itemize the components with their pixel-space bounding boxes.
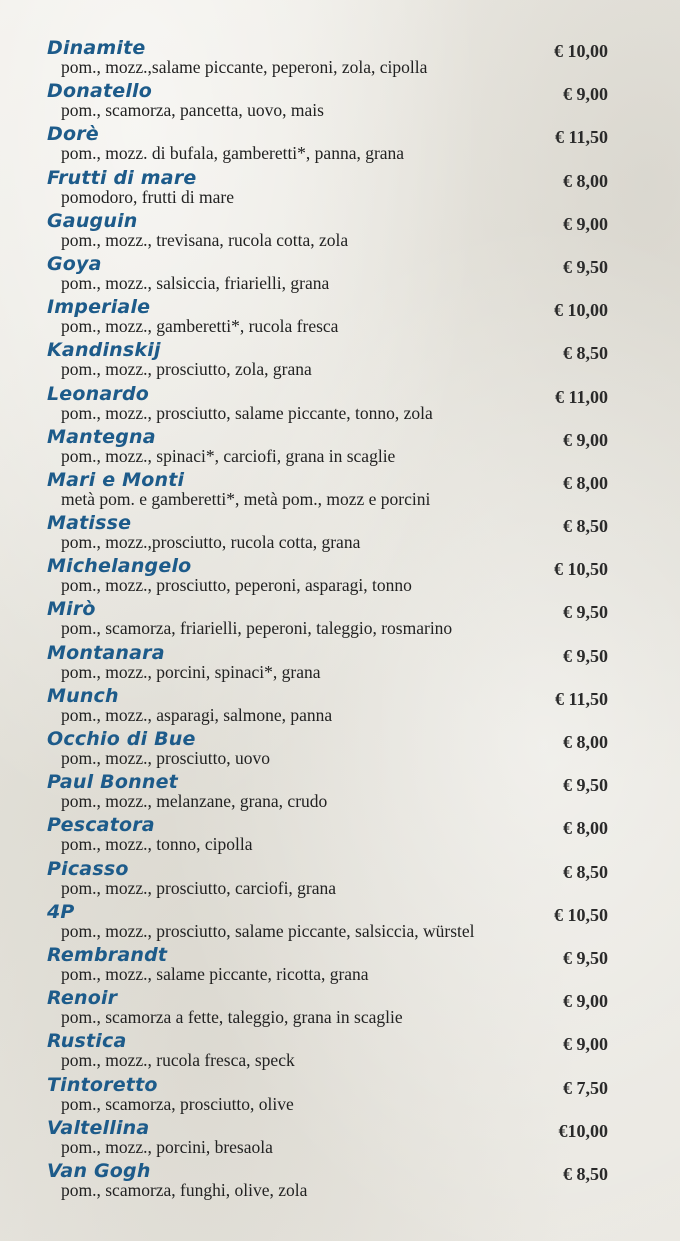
pizza-name: Dinamite [47,37,146,59]
pizza-name: Occhio di Bue [47,728,196,750]
pizza-name: Rembrandt [47,943,168,966]
pizza-name: Rustica [47,1030,127,1053]
pizza-price: € 9,50 [563,256,608,277]
menu-item [0,166,680,209]
pizza-price: € 9,50 [563,947,608,968]
menu-item [0,986,680,1029]
pizza-name: Tintoretto [47,1073,158,1096]
menu-item [0,813,680,856]
pizza-price: € 11,50 [554,688,608,709]
pizza-price: € 10,50 [554,904,608,925]
pizza-name: Picasso [47,857,129,880]
menu-item [0,338,680,381]
pizza-name: Michelangelo [47,555,192,578]
menu-item [0,79,680,122]
menu-item [0,727,680,770]
menu-item [0,511,680,554]
pizza-name: Leonardo [47,382,150,405]
pizza-ingredients: pom., mozz., prosciutto, salame piccante, tonno, zola [61,402,433,423]
pizza-name: Van Gogh [47,1159,151,1182]
pizza-price: € 9,00 [563,213,608,234]
pizza-price: € 9,00 [563,429,608,450]
pizza-price: € 8,50 [563,343,608,364]
pizza-ingredients: pom., mozz., tonno, cipolla [61,834,253,855]
pizza-name: 4P [47,900,75,923]
pizza-ingredients: pom., scamorza, pancetta, uovo, mais [61,100,324,121]
menu-item [0,900,680,943]
pizza-ingredients: pom., mozz., salsiccia, friarielli, grana [61,272,330,293]
pizza-ingredients: pom., scamorza, funghi, olive, zola [61,1179,308,1200]
menu-item [0,1159,680,1202]
pizza-name: Dorè [47,123,99,146]
pizza-price: € 9,00 [563,991,608,1012]
pizza-name: Munch [47,684,119,707]
pizza-ingredients: pom., mozz., prosciutto, salame piccante, salsiccia, würstel [61,920,475,941]
pizza-name: Mari e Monti [47,468,185,491]
menu-item [0,554,680,597]
pizza-ingredients: pomodoro, frutti di mare [61,186,235,207]
menu-item [0,122,680,165]
pizza-price: € 8,00 [563,472,608,493]
menu-item [0,209,680,252]
pizza-ingredients: pom., mozz., rucola fresca, speck [61,1050,295,1071]
pizza-ingredients: pom., scamorza, friarielli, peperoni, taleggio, rosmarino [61,618,453,639]
pizza-name: Valtellina [47,1116,150,1139]
pizza-ingredients: pom., mozz., gamberetti*, rucola fresca [61,316,339,337]
pizza-price: € 9,00 [563,84,608,105]
pizza-price: € 9,50 [563,602,608,623]
pizza-ingredients: pom., mozz.,prosciutto, rucola cotta, grana [61,532,361,553]
pizza-ingredients: pom., mozz., asparagi, salmone, panna [61,704,333,725]
pizza-menu-list [0,36,680,1202]
pizza-ingredients: pom., mozz., prosciutto, uovo [61,748,271,768]
pizza-ingredients: pom., mozz., porcini, spinaci*, grana [61,661,321,682]
menu-item [0,425,680,468]
menu-item [0,1073,680,1116]
pizza-name: Mantegna [47,425,156,448]
pizza-price: € 7,50 [563,1077,608,1098]
pizza-name: Pescatora [47,814,155,837]
pizza-name: Matisse [47,512,132,535]
pizza-name: Mirò [47,598,96,621]
pizza-price: € 8,00 [563,732,608,752]
pizza-name: Imperiale [47,296,151,319]
pizza-price: € 9,00 [563,1034,608,1055]
menu-item [0,1116,680,1159]
menu-item [0,641,680,684]
menu-item [0,252,680,295]
pizza-ingredients: metà pom. e gamberetti*, metà pom., mozz e porcini [61,488,431,509]
pizza-name: Montanara [47,641,165,664]
pizza-price: € 8,50 [563,516,608,537]
pizza-name: Gauguin [47,209,138,232]
pizza-ingredients: pom., mozz., prosciutto, zola, grana [61,359,312,380]
pizza-price: € 8,50 [563,861,608,882]
menu-item [0,468,680,511]
menu-item [0,1029,680,1072]
pizza-ingredients: pom., mozz., salame piccante, ricotta, grana [61,963,369,984]
menu-item [0,770,680,813]
pizza-price: € 10,00 [554,300,608,321]
pizza-name: Goya [47,252,102,275]
pizza-price: €10,00 [558,1120,608,1141]
menu-item [0,857,680,900]
pizza-ingredients: pom., mozz., porcini, bresaola [61,1136,273,1157]
menu-item [0,943,680,986]
pizza-price: € 9,50 [563,775,608,796]
pizza-name: Paul Bonnet [47,771,178,794]
pizza-ingredients: pom., mozz., prosciutto, peperoni, asparagi, tonno [61,575,412,596]
menu-item [0,382,680,425]
pizza-ingredients: pom., scamorza a fette, taleggio, grana in scaglie [61,1007,403,1028]
pizza-name: Renoir [47,987,118,1010]
pizza-price: € 11,50 [554,127,608,148]
pizza-name: Donatello [47,80,153,103]
pizza-ingredients: pom., mozz., trevisana, rucola cotta, zola [61,229,349,250]
menu-item [0,597,680,640]
pizza-ingredients: pom., mozz., melanzane, grana, crudo [61,791,328,812]
pizza-price: € 8,00 [563,170,608,191]
pizza-price: € 10,50 [554,559,608,580]
pizza-price: € 10,00 [554,41,608,61]
pizza-name: Frutti di mare [47,166,197,189]
pizza-price: € 9,50 [563,645,608,666]
pizza-name: Kandinskij [47,339,161,362]
pizza-ingredients: pom., mozz. di bufala, gamberetti*, panna, grana [61,143,405,164]
pizza-price: € 8,50 [563,1163,608,1184]
pizza-price: € 11,00 [554,386,608,407]
menu-item [0,684,680,727]
pizza-price: € 8,00 [563,818,608,839]
pizza-ingredients: pom., mozz., spinaci*, carciofi, grana in scaglie [61,445,396,466]
pizza-ingredients: pom., scamorza, prosciutto, olive [61,1093,294,1114]
menu-item [0,36,680,79]
pizza-ingredients: pom., mozz.,salame piccante, peperoni, zola, cipolla [61,57,428,77]
menu-item [0,295,680,338]
pizza-ingredients: pom., mozz., prosciutto, carciofi, grana [61,877,337,898]
